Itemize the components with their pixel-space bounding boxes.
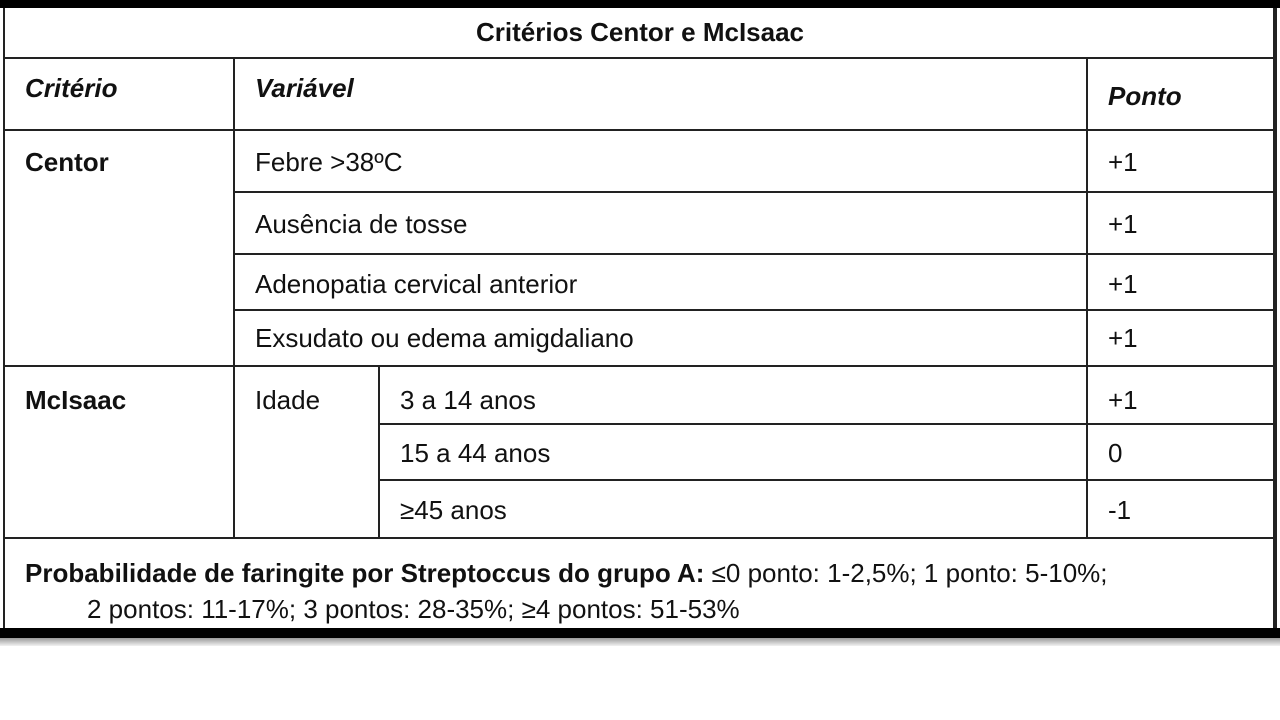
footnote-line2: 2 pontos: 11-17%; 3 pontos: 28-35%; ≥4 pontos: 51-53%	[87, 594, 740, 624]
probability-footnote	[4, 538, 1276, 630]
table-cell-ponto: -1	[1087, 480, 1276, 538]
table-cell-ponto: +1	[1087, 130, 1276, 192]
bottom-shadow	[0, 638, 1280, 646]
criterion-mcisaac: McIsaac	[4, 366, 234, 538]
table-cell-variavel: Ausência de tosse	[234, 192, 1087, 254]
header-variavel: Variável	[234, 58, 1087, 130]
footnote-line1: ≤0 ponto: 1-2,5%; 1 ponto: 5-10%;	[704, 558, 1108, 588]
table-cell-ponto: +1	[1087, 192, 1276, 254]
table-cell-ponto: +1	[1087, 366, 1276, 424]
table-cell-ponto: 0	[1087, 424, 1276, 480]
table-cell-variavel: Febre >38ºC	[234, 130, 1087, 192]
header-ponto: Ponto	[1087, 58, 1276, 130]
table-title: Critérios Centor e McIsaac	[4, 8, 1276, 58]
header-criterio: Critério	[4, 58, 234, 130]
table-cell-faixa: ≥45 anos	[379, 480, 1087, 538]
table-cell-variavel: Adenopatia cervical anterior	[234, 254, 1087, 310]
top-border	[0, 0, 1280, 8]
criteria-table-wrapper	[3, 8, 1275, 628]
footnote-bold-label: Probabilidade de faringite por Streptoccus do grupo A:	[25, 558, 705, 588]
table-cell-variavel: Exsudato ou edema amigdaliano	[234, 310, 1087, 366]
criteria-table	[3, 8, 1277, 630]
criterion-centor: Centor	[4, 130, 234, 366]
table-cell-faixa: 15 a 44 anos	[379, 424, 1087, 480]
bottom-border	[0, 628, 1280, 638]
table-cell-ponto: +1	[1087, 310, 1276, 366]
table-cell-ponto: +1	[1087, 254, 1276, 310]
table-cell-faixa: 3 a 14 anos	[379, 366, 1087, 424]
variavel-idade: Idade	[234, 366, 379, 538]
